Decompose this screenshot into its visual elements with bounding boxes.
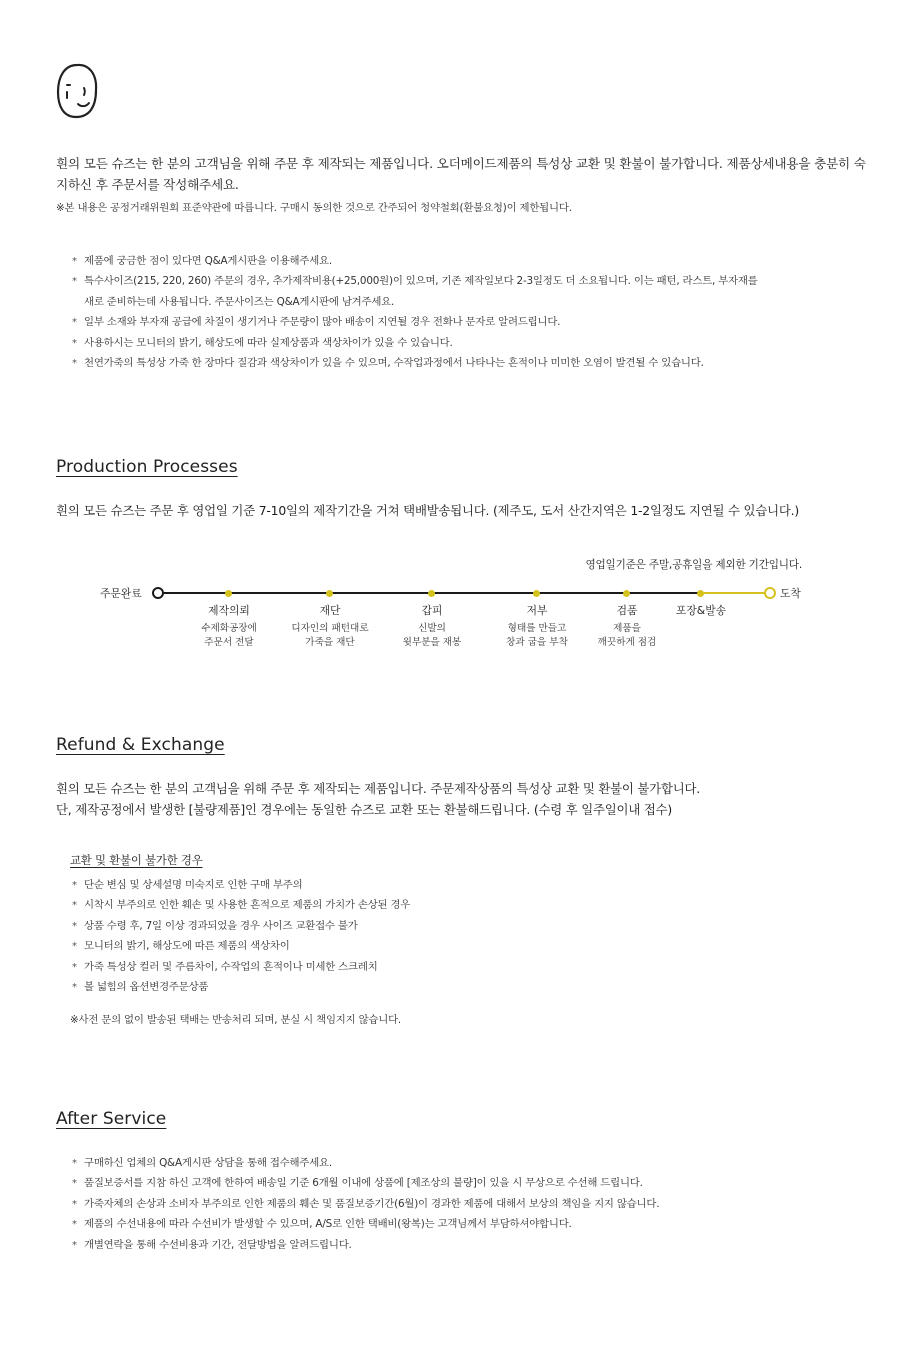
timeline-start-label: 주문완료 (100, 587, 142, 600)
list-item: * 가죽자체의 손상과 소비자 부주의로 인한 제품의 훼손 및 품질보증기간(6월)이 경과한 제품에 대해서 보상의 책임을 지지 않습니다. (72, 1194, 852, 1214)
list-item: * 개별연락을 통해 수선비용과 기간, 전달방법을 알려드립니다. (72, 1235, 852, 1255)
refund-description (56, 778, 866, 820)
timeline-step (656, 603, 746, 619)
note-item: * 특수사이즈(215, 220, 260) 주문의 경우, 추가제작비용(+25,000원)이 있으며, 기존 제작일보다 2-3일정도 더 소요됩니다. 이는 패턴, 라스트, 부자재를 새로 준비하는데 사용됩니다. 주문사이즈는 Q&A게시판에 남겨주세요. (72, 271, 852, 312)
note-item: * 천연가죽의 특성상 가죽 한 장마다 질감과 색상차이가 있을 수 있으며, 수작업과정에서 나타나는 흔적이나 미미한 오염이 발견될 수 있습니다. (72, 353, 852, 373)
refund-subheading: 교환 및 환불이 불가한 경우 (70, 853, 203, 867)
step-desc: 형태를 만들고 (507, 623, 567, 634)
step-desc: 수제화공장에 (201, 623, 257, 634)
timeline-step (184, 603, 274, 650)
step-label: 제작의뢰 (208, 604, 250, 617)
step-desc: 창과 굽을 부착 (506, 637, 568, 648)
face-logo-icon (54, 62, 100, 120)
note-item-continuation: 새로 준비하는데 사용됩니다. 주문사이즈는 Q&A게시판에 남겨주세요. (84, 295, 395, 308)
timeline-step (285, 603, 375, 650)
production-timeline (0, 550, 900, 660)
timeline-step (387, 603, 477, 650)
list-item: * 상품 수령 후, 7일 이상 경과되었을 경우 사이즈 교환접수 불가 (72, 916, 832, 936)
after-service-section-title: After Service (56, 1109, 167, 1129)
timeline-end-circle-icon (764, 587, 776, 599)
step-desc: 디자인의 패턴대로 (291, 623, 369, 634)
list-item: * 시착시 부주의로 인한 훼손 및 사용한 흔적으로 제품의 가치가 손상된 경우 (72, 895, 832, 915)
after-service-list (72, 1153, 852, 1255)
step-label: 포장&발송 (675, 604, 727, 617)
refund-section-title: Refund & Exchange (56, 735, 225, 755)
step-label: 재단 (319, 604, 341, 617)
timeline-dot-icon (533, 590, 540, 597)
list-item: * 가죽 특성상 컬러 및 주름차이, 수작업의 흔적이나 미세한 스크레치 (72, 957, 832, 977)
intro-legal-note: ※본 내용은 공정거래위원회 표준약관에 따릅니다. 구매시 동의한 것으로 간주되어 청약철회(환불요청)이 제한됩니다. (56, 202, 572, 214)
step-label: 저부 (526, 604, 548, 617)
timeline-dot-icon (697, 590, 704, 597)
timeline-step (492, 603, 582, 650)
timeline-dot-icon (428, 590, 435, 597)
refund-footnote: ※사전 문의 없이 발송된 택배는 반송처리 되며, 분실 시 책임지지 않습니다. (70, 1014, 402, 1026)
refund-exclusions-list (72, 875, 832, 997)
timeline-dot-icon (225, 590, 232, 597)
list-item: * 단순 변심 및 상세설명 미숙지로 인한 구매 부주의 (72, 875, 832, 895)
timeline-dot-icon (623, 590, 630, 597)
step-desc: 깨끗하게 점검 (597, 637, 657, 648)
timeline-dot-icon (326, 590, 333, 597)
list-item: * 품질보증서를 지참 하신 고객에 한하여 배송일 기준 6개월 이내에 상품에 [제조상의 불량]이 있을 시 무상으로 수선해 드립니다. (72, 1173, 852, 1193)
list-item: * 구매하신 업체의 Q&A게시판 상담을 통해 접수해주세요. (72, 1153, 852, 1173)
list-item: * 제품의 수선내용에 따라 수선비가 발생할 수 있으며, A/S로 인한 택배비(왕복)는 고객님께서 부담하셔야합니다. (72, 1214, 852, 1234)
step-desc: 제품을 (613, 623, 641, 634)
refund-line: 흰의 모든 슈즈는 한 분의 고객님을 위해 주문 후 제작되는 제품입니다. 주문제작상품의 특성상 교환 및 환불이 불가합니다. (56, 781, 700, 796)
list-item: * 모니터의 밝기, 해상도에 따른 제품의 색상차이 (72, 936, 832, 956)
list-item: * 볼 넓힘의 옵션변경주문상품 (72, 977, 832, 997)
note-item: * 제품에 궁금한 점이 있다면 Q&A게시판을 이용해주세요. (72, 251, 852, 271)
step-desc: 가죽을 재단 (305, 637, 355, 648)
intro-text: 흰의 모든 슈즈는 한 분의 고객님을 위해 주문 후 제작되는 제품입니다. 오더메이드제품의 특성상 교환 및 환불이 불가합니다. 제품상세내용을 충분히 숙지하신 후 주문서를 작성해주세요. (56, 156, 866, 192)
product-notes-list (72, 251, 852, 373)
refund-line: 단, 제작공정에서 발생한 [불량제품]인 경우에는 동일한 슈즈로 교환 또는 환불해드립니다. (수령 후 일주일이내 접수) (56, 802, 673, 817)
step-desc: 신발의 (418, 623, 446, 634)
step-label: 검품 (616, 604, 638, 617)
timeline-note: 영업일기준은 주말,공휴일을 제외한 기간입니다. (585, 559, 802, 571)
step-desc: 주문서 전달 (204, 637, 254, 648)
production-description: 흰의 모든 슈즈는 주문 후 영업일 기준 7-10일의 제작기간을 거쳐 택배발송됩니다. (제주도, 도서 산간지역은 1-2일정도 지연될 수 있습니다.) (56, 503, 800, 518)
timeline-start-circle-icon (152, 587, 164, 599)
production-section-title: Production Processes (56, 457, 238, 477)
note-item: * 일부 소재와 부자재 공급에 차질이 생기거나 주문량이 많아 배송이 지연될 경우 전화나 문자로 알려드립니다. (72, 312, 852, 332)
step-label: 갑피 (421, 604, 443, 617)
timeline-line-final (700, 592, 770, 594)
step-desc: 윗부분을 재봉 (402, 637, 462, 648)
timeline-end-label: 도착 (780, 587, 801, 600)
note-item: * 사용하시는 모니터의 밝기, 해상도에 따라 실제상품과 색상차이가 있을 수 있습니다. (72, 333, 852, 353)
